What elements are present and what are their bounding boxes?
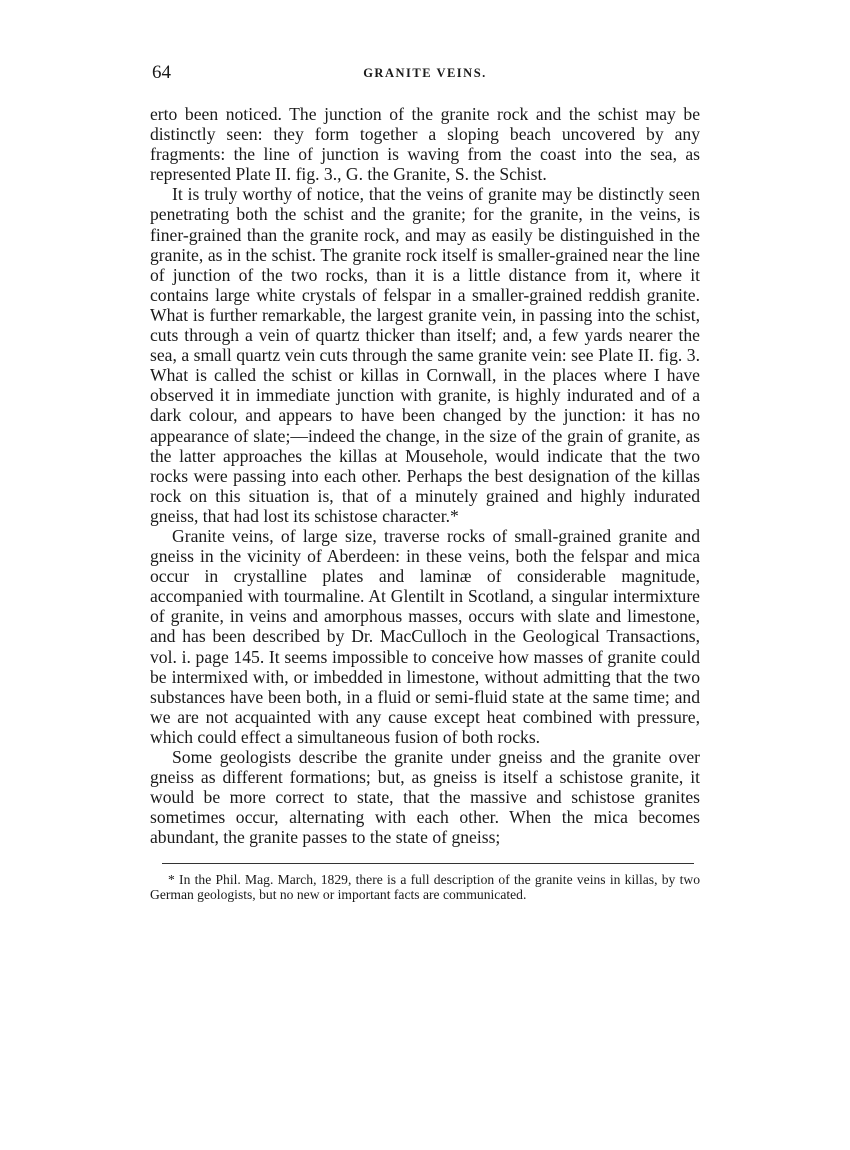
- body-text: [150, 104, 700, 847]
- footnote: * In the Phil. Mag. March, 1829, there is a full description of the granite veins in killas, by two German geologists, but no new or important facts are communicated.: [150, 872, 700, 902]
- paragraph-continuation: erto been noticed. The junction of the granite rock and the schist may be distinctly seen: they form together a sloping beach uncovered by any fragments: the line of junction is waving from the coast into the sea, as represented Plate II. fig. 3., G. the Granite, S. the Schist.: [150, 104, 700, 185]
- page-number: 64: [152, 62, 171, 83]
- paragraph: Some geologists describe the granite under gneiss and the granite over gneiss as different formations; but, as gneiss is itself a schistose granite, it would be more correct to state, that the massive and schistose granites sometimes occur, alternating with each other. When the mica becomes abundant, the granite passes to the state of gneiss;: [150, 747, 700, 848]
- paragraph: Granite veins, of large size, traverse rocks of small-grained granite and gneiss in the vicinity of Aberdeen: in these veins, both the felspar and mica occur in crystalline plates and laminæ of considerable magnitude, accompanied with tourmaline. At Glentilt in Scotland, a singular intermixture of granite, in veins and amorphous masses, occurs with slate and limestone, and has been described by Dr. MacCulloch in the Geological Transactions, vol. i. page 145. It seems impossible to conceive how masses of granite could be intermixed with, or imbedded in limestone, without admitting that the two substances have been both, in a fluid or semi-fluid state at the same time; and we are not acquainted with any cause except heat combined with pressure, which could effect a simultaneous fusion of both rocks.: [150, 525, 700, 747]
- page-header: [150, 62, 700, 88]
- footnote-divider: [162, 863, 694, 864]
- running-title: GRANITE VEINS.: [363, 66, 487, 80]
- book-page: [150, 62, 700, 902]
- paragraph: It is truly worthy of notice, that the veins of granite may be distinctly seen penetrating both the schist and the granite; for the granite, in the veins, is finer-grained than the granite rock, and may as easily be distinguished in the granite, as in the schist. The granite rock itself is smaller-grained near the line of junction of the two rocks, than it is a little distance from it, where it contains large white crystals of felspar in a smaller-grained reddish granite. What is further remarkable, the largest granite vein, in passing into the schist, cuts through a vein of quartz thicker than itself; and, a few yards nearer the sea, a small quartz vein cuts through the same granite vein: see Plate II. fig. 3. What is called the schist or killas in Cornwall, in the places where I have observed it in immediate junction with granite, is highly indurated and of a dark colour, and appears to have been changed by the junction: it has no appearance of slate;—indeed the change, in the size of the grain of granite, as the latter approaches the killas at Mousehole, would indicate that the two rocks were passing into each other. Perhaps the best designation of the killas rock on this situation is, that of a minutely grained and highly indurated gneiss, that had lost its schistose character.*: [150, 184, 700, 526]
